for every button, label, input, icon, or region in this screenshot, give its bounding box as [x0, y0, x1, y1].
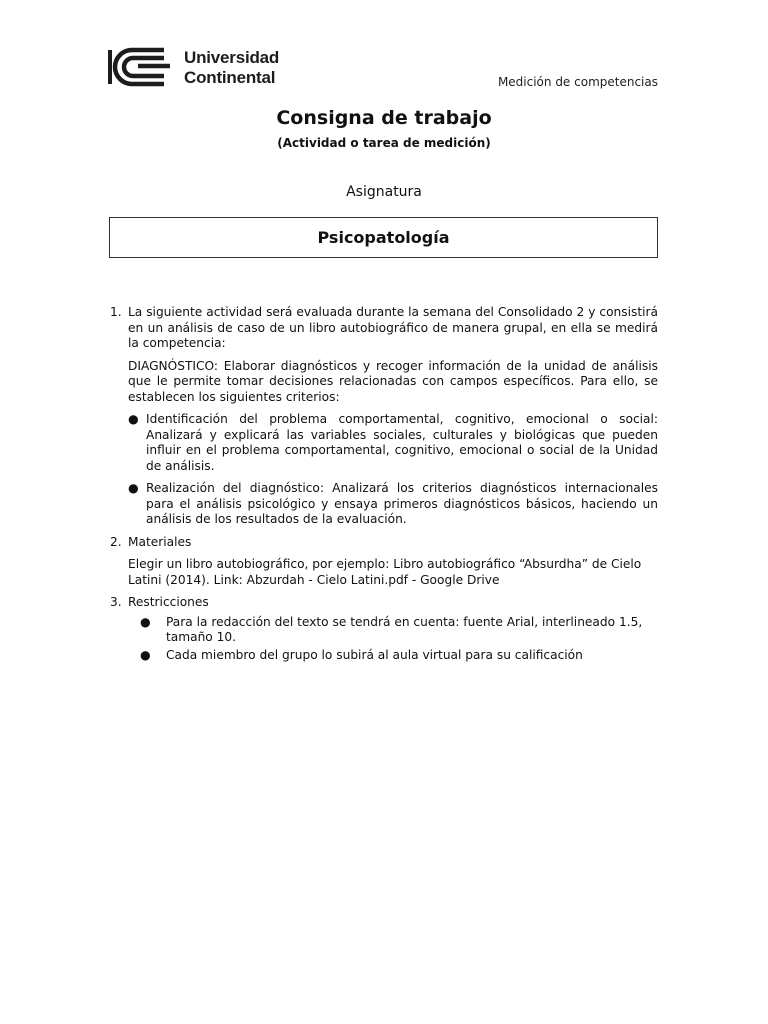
criterio-2-text: Realización del diagnóstico: Analizará los criterios diagnósticos internacionales para el análisis psicológico y ensaya primeros diagnósticos básicos, haciendo un análisis de los resultados de la evaluación. — [146, 481, 658, 526]
page-subtitle: (Actividad o tarea de medición) — [277, 136, 491, 150]
restriccion-1-text: Para la redacción del texto se tendrá en cuenta: fuente Arial, interlineado 1.5, tamaño 10. — [166, 614, 643, 644]
bullet-icon: ● — [128, 481, 139, 495]
item-3-title: Restricciones — [128, 595, 209, 609]
criterio-1-text: Identificación del problema comportamental, cognitivo, emocional o social: Analizará y explicará las variables sociales, culturales y biológicas que pueden influir en el problema comportamental, cognitivo, emocional o social de la Unidad de análisis. — [146, 412, 658, 473]
header-section-label: Medición de competencias — [497, 75, 658, 89]
item-2-title: Materiales — [128, 534, 192, 549]
restriccion-2 — [136, 648, 658, 664]
logo-line-2: Continental — [184, 68, 276, 87]
bullet-icon: ● — [140, 614, 151, 629]
restriccion-1 — [136, 615, 658, 646]
page-title: Consigna de trabajo — [276, 107, 492, 129]
google-drive-link[interactable]: Abzurdah - Cielo Latini.pdf - Google Drive — [246, 572, 500, 587]
instruction-item-1 — [110, 305, 658, 528]
asignatura-label: Asignatura — [346, 184, 422, 200]
instructions — [110, 305, 658, 670]
asignatura-box — [109, 217, 658, 258]
logo-line-1: Universidad — [184, 48, 280, 67]
criterio-1 — [128, 412, 658, 474]
item-number: 1. — [110, 305, 122, 319]
materiales-description: Elegir un libro autobiográfico, por ejemplo: Libro autobiográfico “Absurdha” de Cielo Latini (2014). Link: — [128, 557, 642, 587]
asignatura-value: Psicopatología — [317, 228, 450, 247]
university-logo — [108, 44, 283, 90]
bullet-icon: ● — [128, 412, 139, 426]
item-number: 3. — [110, 595, 122, 609]
item-number: 2. — [110, 534, 122, 549]
criterio-2 — [128, 481, 658, 528]
instruction-item-2 — [110, 535, 658, 589]
logo-wordmark — [184, 48, 279, 88]
competencia-text: DIAGNÓSTICO: Elaborar diagnósticos y recoger información de la unidad de análisis que le permite tomar decisiones relacionadas con campos específicos. Para ello, se establecen los siguientes criterios: — [128, 358, 658, 404]
materiales-text — [128, 557, 658, 588]
instruction-item-3 — [110, 595, 658, 663]
item-1-text: La siguiente actividad será evaluada durante la semana del Consolidado 2 y consistirá en un análisis de caso de un libro autobiográfico de manera grupal, en ella se medirá la competencia: — [128, 305, 658, 350]
universidad-continental-logo-icon — [108, 44, 178, 90]
bullet-icon: ● — [140, 647, 151, 662]
restriccion-2-text: Cada miembro del grupo lo subirá al aula virtual para su calificación — [166, 647, 583, 662]
